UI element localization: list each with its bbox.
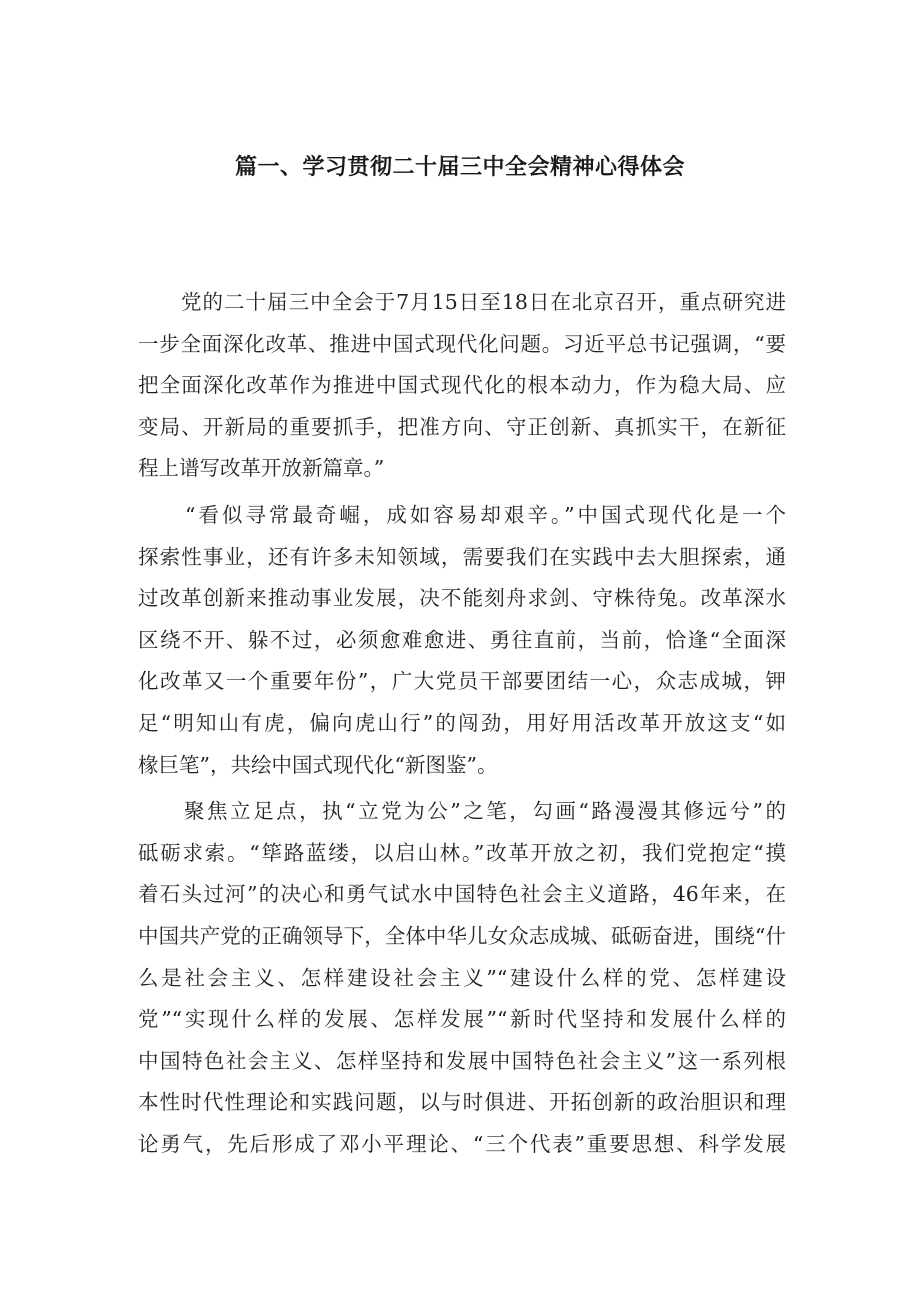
text-line: 中国特色社会主义、怎样坚持和发展中国特色社会主义”这一系列根 [138,1048,786,1073]
text-line: 过改革创新来推动事业发展，决不能刻舟求剑、守株待兔。改革深水 [138,586,786,611]
text-line: 化改革又一个重要年份”，广大党员干部要团结一心，众志成城，钾 [138,669,786,694]
text-line: 本性时代性理论和实践问题，以与时俱进、开拓创新的政治胆识和理 [138,1090,786,1115]
text-line: 变局、开新局的重要抓手，把准方向、守正创新、真抓实干，在新征 [138,414,786,439]
paragraph [138,495,786,786]
text-line: 中国共产党的正确领导下，全体中华儿女众志成城、砥砺奋进，围绕“什 [138,923,786,948]
document-body [138,282,786,1165]
document-title: 篇一、学习贯彻二十届三中全会精神心得体会 [234,155,685,180]
text-line: 党的二十届三中全会于7月15日至18日在北京召开，重点研究进 [138,290,786,314]
text-line: 砥砺求索。“筚路蓝缕，以启山林。”改革开放之初，我们党抱定“摸 [138,840,786,865]
text-line: 一步全面深化改革、推进中国式现代化问题。习近平总书记强调，“要 [138,331,786,356]
text-line: 党”“实现什么样的发展、怎样发展”“新时代坚持和发展什么样的 [138,1007,786,1032]
text-line: 区绕不开、躲不过，必须愈难愈进、勇往直前，当前，恰逢“全面深 [138,627,786,652]
text-line: 把全面深化改革作为推进中国式现代化的根本动力，作为稳大局、应 [138,373,786,398]
text-line: 程上谱写改革开放新篇章。” [138,456,385,481]
paragraph [138,791,786,1165]
paragraph [138,282,786,490]
text-line: 椽巨笔”，共绘中国式现代化“新图鉴”。 [138,752,498,777]
text-line: 足“明知山有虎，偏向虎山行”的闯劲，用好用活改革开放这支“如 [138,710,786,735]
text-line: 么是社会主义、怎样建设社会主义”“建设什么样的党、怎样建设 [138,965,786,990]
text-line: 探索性事业，还有许多未知领域，需要我们在实践中去大胆探索，通 [138,544,786,569]
text-line: 论勇气，先后形成了邓小平理论、“三个代表”重要思想、科学发展 [138,1131,786,1156]
text-line: 着石头过河”的决心和勇气试水中国特色社会主义道路，46年来，在 [138,882,786,907]
text-line: “看似寻常最奇崛，成如容易却艰辛。”中国式现代化是一个 [138,502,786,527]
text-line: 聚焦立足点，执“立党为公”之笔，勾画“路漫漫其修远兮”的 [138,799,786,824]
